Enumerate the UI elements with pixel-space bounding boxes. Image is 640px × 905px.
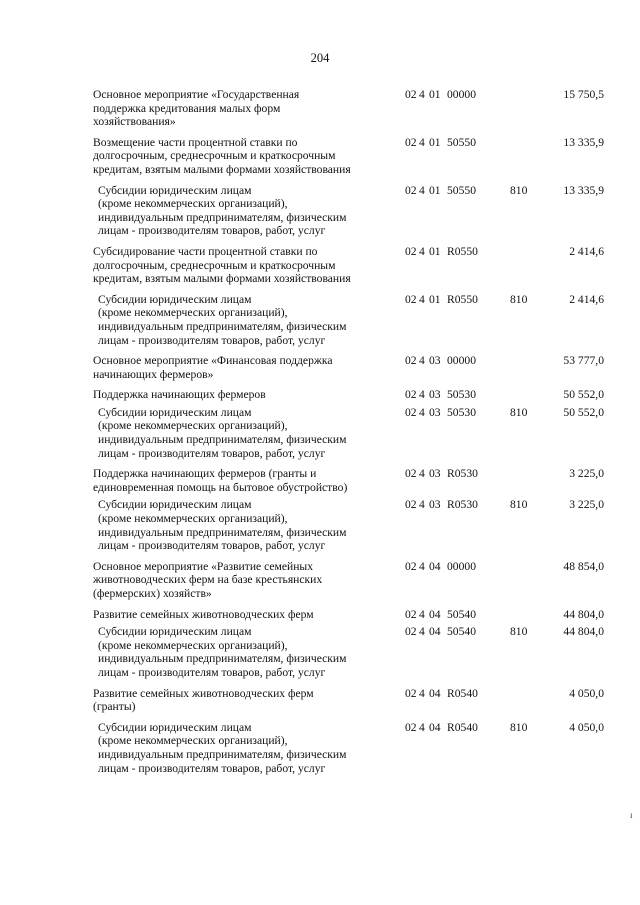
- row-amount: 13 335,9: [563, 183, 604, 197]
- row-amount: 53 777,0: [563, 354, 604, 368]
- subprogram-code: 4: [419, 720, 425, 734]
- direction-code: 00000: [447, 88, 476, 101]
- main-activity-code: 03: [429, 354, 441, 368]
- row-expense-type-code: 810: [510, 625, 528, 639]
- row-expense-type-code: 810: [510, 292, 528, 306]
- subprogram-code: 4: [419, 183, 425, 197]
- row-target-article-code: [405, 498, 478, 512]
- table-row: [0, 245, 640, 286]
- row-target-article-code: [405, 136, 476, 150]
- direction-code: R0540: [447, 720, 478, 734]
- row-target-article-code: [405, 608, 476, 622]
- margin-mark: ı: [630, 810, 633, 820]
- table-row: [0, 560, 640, 601]
- table-row: [0, 406, 640, 460]
- main-activity-code: 04: [429, 559, 441, 573]
- row-description: Субсидии юридическим лицам (кроме некоммерческих организаций), индивидуальным предпринимателям, физическим лицам - производителям товаров, работ, услуг: [98, 292, 347, 347]
- direction-code: 50530: [447, 388, 476, 402]
- main-activity-code: 01: [429, 135, 441, 149]
- row-description: Развитие семейных животноводческих ферм (гранты): [93, 686, 314, 714]
- table-row: [0, 184, 640, 238]
- main-activity-code: 01: [429, 183, 441, 197]
- page-number: 204: [310, 51, 330, 65]
- table-row: [0, 498, 640, 552]
- row-target-article-code: [405, 687, 478, 701]
- subprogram-code: 4: [419, 467, 425, 481]
- table-row: [0, 388, 640, 402]
- table-row: [0, 467, 640, 494]
- row-amount: 50 552,0: [563, 388, 604, 402]
- table-row: [0, 293, 640, 347]
- program-code: 02: [405, 292, 417, 306]
- row-amount: 13 335,9: [563, 135, 604, 149]
- main-activity-code: 03: [429, 498, 441, 512]
- row-target-article-code: [405, 388, 476, 402]
- row-target-article-code: [405, 406, 476, 420]
- direction-code: 50550: [447, 135, 476, 149]
- row-expense-type-code: 810: [510, 720, 528, 734]
- row-description: Поддержка начинающих фермеров (гранты и единовременная помощь на бытовое обустройство): [93, 467, 348, 494]
- row-description: Поддержка начинающих фермеров: [93, 388, 266, 402]
- subprogram-code: 4: [419, 292, 425, 306]
- row-description: Субсидии юридическим лицам (кроме некоммерческих организаций), индивидуальным предпринимателям, физическим лицам - производителям товаров, работ, услуг: [98, 498, 347, 553]
- table-row: [0, 625, 640, 679]
- program-code: 02: [405, 354, 417, 368]
- table-row: [0, 354, 640, 381]
- direction-code: R0550: [447, 244, 478, 258]
- subprogram-code: 4: [419, 405, 425, 419]
- main-activity-code: 04: [429, 625, 441, 639]
- subprogram-code: 4: [419, 686, 425, 700]
- main-activity-code: 01: [429, 88, 441, 101]
- main-activity-code: 03: [429, 388, 441, 402]
- main-activity-code: 04: [429, 607, 441, 621]
- program-code: 02: [405, 405, 417, 419]
- program-code: 02: [405, 467, 417, 481]
- row-amount: 3 225,0: [569, 498, 604, 512]
- program-code: 02: [405, 135, 417, 149]
- subprogram-code: 4: [419, 88, 425, 101]
- budget-table: [0, 88, 640, 775]
- row-description: Развитие семейных животноводческих ферм: [93, 607, 314, 621]
- program-code: 02: [405, 88, 417, 101]
- row-amount: 2 414,6: [569, 244, 604, 258]
- table-row: [0, 687, 640, 714]
- subprogram-code: 4: [419, 498, 425, 512]
- direction-code: 00000: [447, 354, 476, 368]
- subprogram-code: 4: [419, 607, 425, 621]
- direction-code: R0550: [447, 292, 478, 306]
- row-amount: 44 804,0: [563, 607, 604, 621]
- program-code: 02: [405, 607, 417, 621]
- direction-code: 50530: [447, 405, 476, 419]
- row-description: Субсидирование части процентной ставки по долгосрочным, среднесрочным и краткосрочным кредитам, взятым малыми формами хозяйствования: [93, 244, 351, 286]
- program-code: 02: [405, 625, 417, 639]
- row-amount: 3 225,0: [569, 467, 604, 481]
- row-expense-type-code: 810: [510, 183, 528, 197]
- program-code: 02: [405, 720, 417, 734]
- row-amount: 44 804,0: [563, 625, 604, 639]
- row-target-article-code: [405, 88, 476, 102]
- direction-code: R0530: [447, 498, 478, 512]
- table-row: [0, 721, 640, 775]
- row-description: Основное мероприятие «Государственная поддержка кредитования малых форм хозяйствования»: [93, 88, 300, 129]
- program-code: 02: [405, 244, 417, 258]
- program-code: 02: [405, 388, 417, 402]
- main-activity-code: 03: [429, 405, 441, 419]
- row-description: Основное мероприятие «Развитие семейных животноводческих ферм на базе крестьянских (фермерских) хозяйств»: [93, 559, 323, 600]
- program-code: 02: [405, 559, 417, 573]
- row-target-article-code: [405, 184, 476, 198]
- row-expense-type-code: 810: [510, 405, 528, 419]
- table-row: [0, 608, 640, 622]
- row-target-article-code: [405, 245, 478, 259]
- row-description: Субсидии юридическим лицам (кроме некоммерческих организаций), индивидуальным предпринимателям, физическим лицам - производителям товаров, работ, услуг: [98, 183, 347, 238]
- row-target-article-code: [405, 721, 478, 735]
- row-target-article-code: [405, 354, 476, 368]
- subprogram-code: 4: [419, 388, 425, 402]
- row-target-article-code: [405, 625, 476, 639]
- subprogram-code: 4: [419, 244, 425, 258]
- subprogram-code: 4: [419, 559, 425, 573]
- table-row: [0, 136, 640, 177]
- main-activity-code: 04: [429, 686, 441, 700]
- direction-code: 50550: [447, 183, 476, 197]
- direction-code: 50540: [447, 607, 476, 621]
- row-description: Основное мероприятие «Финансовая поддержка начинающих фермеров»: [93, 354, 333, 381]
- row-description: Субсидии юридическим лицам (кроме некоммерческих организаций), индивидуальным предпринимателям, физическим лицам - производителям товаров, работ, услуг: [98, 720, 347, 775]
- table-row: [0, 88, 640, 129]
- row-description: Субсидии юридическим лицам (кроме некоммерческих организаций), индивидуальным предпринимателям, физическим лицам - производителям товаров, работ, услуг: [98, 405, 347, 460]
- program-code: 02: [405, 498, 417, 512]
- row-target-article-code: [405, 560, 476, 574]
- subprogram-code: 4: [419, 625, 425, 639]
- main-activity-code: 01: [429, 292, 441, 306]
- direction-code: R0530: [447, 467, 478, 481]
- program-code: 02: [405, 183, 417, 197]
- direction-code: 00000: [447, 559, 476, 573]
- main-activity-code: 03: [429, 467, 441, 481]
- subprogram-code: 4: [419, 354, 425, 368]
- row-expense-type-code: 810: [510, 498, 528, 512]
- main-activity-code: 01: [429, 244, 441, 258]
- row-target-article-code: [405, 467, 478, 481]
- program-code: 02: [405, 686, 417, 700]
- row-amount: 15 750,5: [563, 88, 604, 101]
- row-amount: 50 552,0: [563, 405, 604, 419]
- direction-code: 50540: [447, 625, 476, 639]
- row-amount: 2 414,6: [569, 292, 604, 306]
- subprogram-code: 4: [419, 135, 425, 149]
- direction-code: R0540: [447, 686, 478, 700]
- row-amount: 4 050,0: [569, 686, 604, 700]
- row-description: Субсидии юридическим лицам (кроме некоммерческих организаций), индивидуальным предпринимателям, физическим лицам - производителям товаров, работ, услуг: [98, 625, 347, 679]
- main-activity-code: 04: [429, 720, 441, 734]
- row-amount: 48 854,0: [563, 559, 604, 573]
- row-description: Возмещение части процентной ставки по долгосрочным, среднесрочным и краткосрочным кредитам, взятым малыми формами хозяйствования: [93, 135, 351, 176]
- row-amount: 4 050,0: [569, 720, 604, 734]
- row-target-article-code: [405, 293, 478, 307]
